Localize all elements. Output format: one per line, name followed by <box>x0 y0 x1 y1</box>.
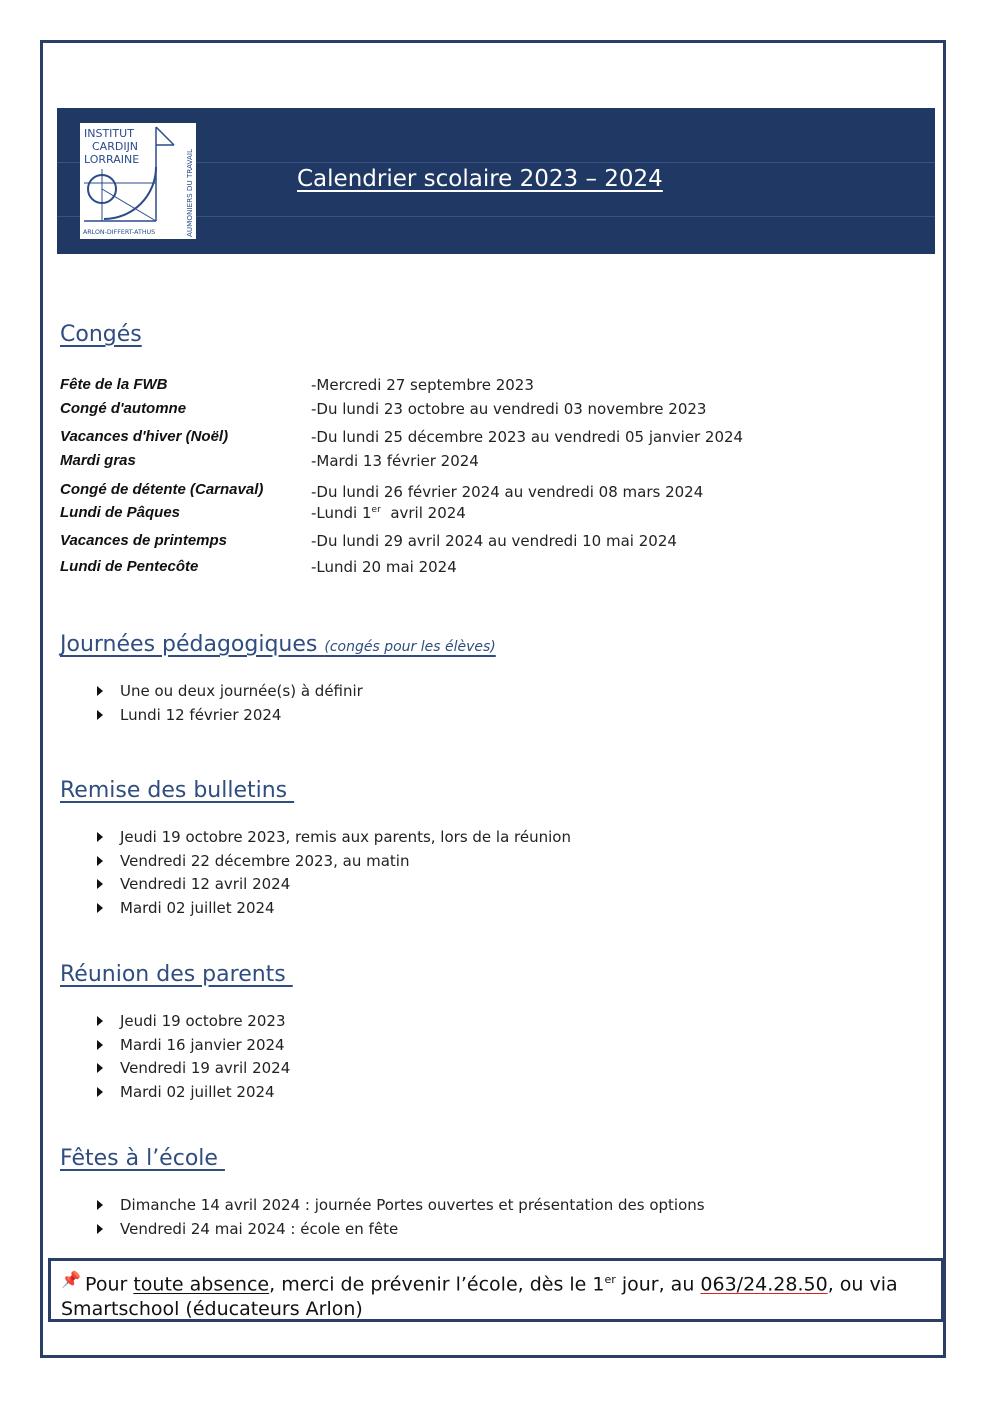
conge-row <box>60 532 920 554</box>
conge-label: Lundi de Pentecôte <box>60 558 199 575</box>
conge-date: -Mercredi 27 septembre 2023 <box>311 376 534 394</box>
bullet-arrow-icon <box>97 686 103 696</box>
list-item <box>95 899 571 923</box>
notice-sup: er <box>604 1273 616 1286</box>
conge-date-part: avril 2024 <box>380 504 466 522</box>
list-item-text: Vendredi 19 avril 2024 <box>120 1059 291 1077</box>
conge-date: -Du lundi 26 février 2024 au vendredi 08 mars 2024 <box>311 483 704 501</box>
logo-graphic <box>80 123 196 239</box>
pin-icon: 📌 <box>61 1270 81 1289</box>
journees-title <box>60 632 496 657</box>
logo-bottom-text: ARLON-DIFFERT-ATHUS <box>83 229 156 236</box>
notice-text: jour, au <box>615 1273 701 1296</box>
bullet-arrow-icon <box>97 1224 103 1234</box>
conge-date: -Du lundi 23 octobre au vendredi 03 novembre 2023 <box>311 400 707 418</box>
conge-label: Vacances de printemps <box>60 532 228 549</box>
list-item <box>95 1059 290 1083</box>
logo-line-2: CARDIJN <box>92 140 139 153</box>
bullet-arrow-icon <box>97 1040 103 1050</box>
fetes-list <box>95 1196 705 1243</box>
journees-title-text: Journées pédagogiques <box>60 632 318 657</box>
notice-text: , ou via Smartschool (éducateurs Arlon) <box>61 1273 898 1321</box>
conge-date: -Du lundi 29 avril 2024 au vendredi 10 mai 2024 <box>311 532 677 550</box>
notice-emphasis: toute absence <box>133 1273 270 1296</box>
list-item <box>95 1220 705 1244</box>
bullet-arrow-icon <box>97 879 103 889</box>
conge-label: Lundi de Pâques <box>60 504 181 521</box>
conge-date <box>311 504 466 522</box>
list-item <box>95 706 363 730</box>
logo-line-3: LORRAINE <box>84 153 140 166</box>
header-banner <box>57 108 935 254</box>
conge-date-part: -Lundi 1 <box>311 504 372 522</box>
list-item-text: Dimanche 14 avril 2024 : journée Portes ouvertes et présentation des options <box>120 1196 705 1214</box>
conge-date: -Lundi 20 mai 2024 <box>311 558 457 576</box>
conge-row <box>60 481 920 503</box>
list-item <box>95 1196 705 1220</box>
list-item-text: Mardi 02 juillet 2024 <box>120 1082 275 1101</box>
bulletins-list <box>95 828 571 922</box>
absence-notice <box>48 1258 944 1322</box>
list-item-text: Vendredi 22 décembre 2023, au matin <box>120 851 410 870</box>
bullet-arrow-icon <box>97 1016 103 1026</box>
list-item-text: Lundi 12 février 2024 <box>120 705 282 724</box>
conge-label: Mardi gras <box>60 452 136 469</box>
conge-date: -Mardi 13 février 2024 <box>311 452 479 470</box>
list-item <box>95 1036 290 1060</box>
bullet-arrow-icon <box>97 903 103 913</box>
conge-label: Congé d'automne <box>60 400 187 417</box>
conge-row <box>60 452 920 474</box>
conge-date: -Du lundi 25 décembre 2023 au vendredi 05 janvier 2024 <box>311 428 744 446</box>
bullet-arrow-icon <box>97 1087 103 1097</box>
list-item-text: Mardi 16 janvier 2024 <box>120 1035 285 1054</box>
logo-side-text: AUMONIERS DU TRAVAIL <box>185 148 194 237</box>
conge-row <box>60 400 920 422</box>
journees-list <box>95 682 363 729</box>
list-item-text: Vendredi 24 mai 2024 : école en fête <box>120 1219 399 1238</box>
fetes-title: Fêtes à l’école <box>60 1146 225 1171</box>
bullet-arrow-icon <box>97 856 103 866</box>
conge-row <box>60 376 920 398</box>
list-item-text: Une ou deux journée(s) à définir <box>120 682 363 700</box>
notice-text: , merci de prévenir l’école, dès le 1 <box>269 1273 605 1296</box>
bulletins-title: Remise des bulletins <box>60 778 295 803</box>
conge-label: Congé de détente (Carnaval) <box>60 481 264 498</box>
list-item-text: Vendredi 12 avril 2024 <box>120 875 291 893</box>
conge-row <box>60 504 920 526</box>
notice-text: Pour <box>79 1273 134 1296</box>
list-item <box>95 852 571 876</box>
conge-label: Fête de la FWB <box>60 376 168 393</box>
reunion-title: Réunion des parents <box>60 962 293 987</box>
list-item <box>95 875 571 899</box>
page-title: Calendrier scolaire 2023 – 2024 <box>297 166 663 192</box>
reunion-list <box>95 1012 290 1106</box>
list-item-text: Mardi 02 juillet 2024 <box>120 898 275 917</box>
list-item <box>95 1083 290 1107</box>
school-logo <box>80 123 196 239</box>
phone-number-link[interactable]: 063/24.28.50 <box>700 1273 828 1296</box>
list-item-text: Jeudi 19 octobre 2023, remis aux parents, lors de la réunion <box>120 828 571 846</box>
conge-row <box>60 428 920 450</box>
conge-date-sup: er <box>371 505 381 515</box>
journees-note: (congés pour les élèves) <box>324 639 496 655</box>
bullet-arrow-icon <box>97 710 103 720</box>
conge-row <box>60 558 920 580</box>
bullet-arrow-icon <box>97 1063 103 1073</box>
bullet-arrow-icon <box>97 1200 103 1210</box>
logo-line-1: INSTITUT <box>84 127 134 140</box>
list-item <box>95 1012 290 1036</box>
conges-title: Congés <box>60 322 142 347</box>
conge-label: Vacances d'hiver (Noël) <box>60 428 229 445</box>
list-item-text: Jeudi 19 octobre 2023 <box>120 1012 286 1030</box>
list-item <box>95 682 363 706</box>
bullet-arrow-icon <box>97 832 103 842</box>
list-item <box>95 828 571 852</box>
